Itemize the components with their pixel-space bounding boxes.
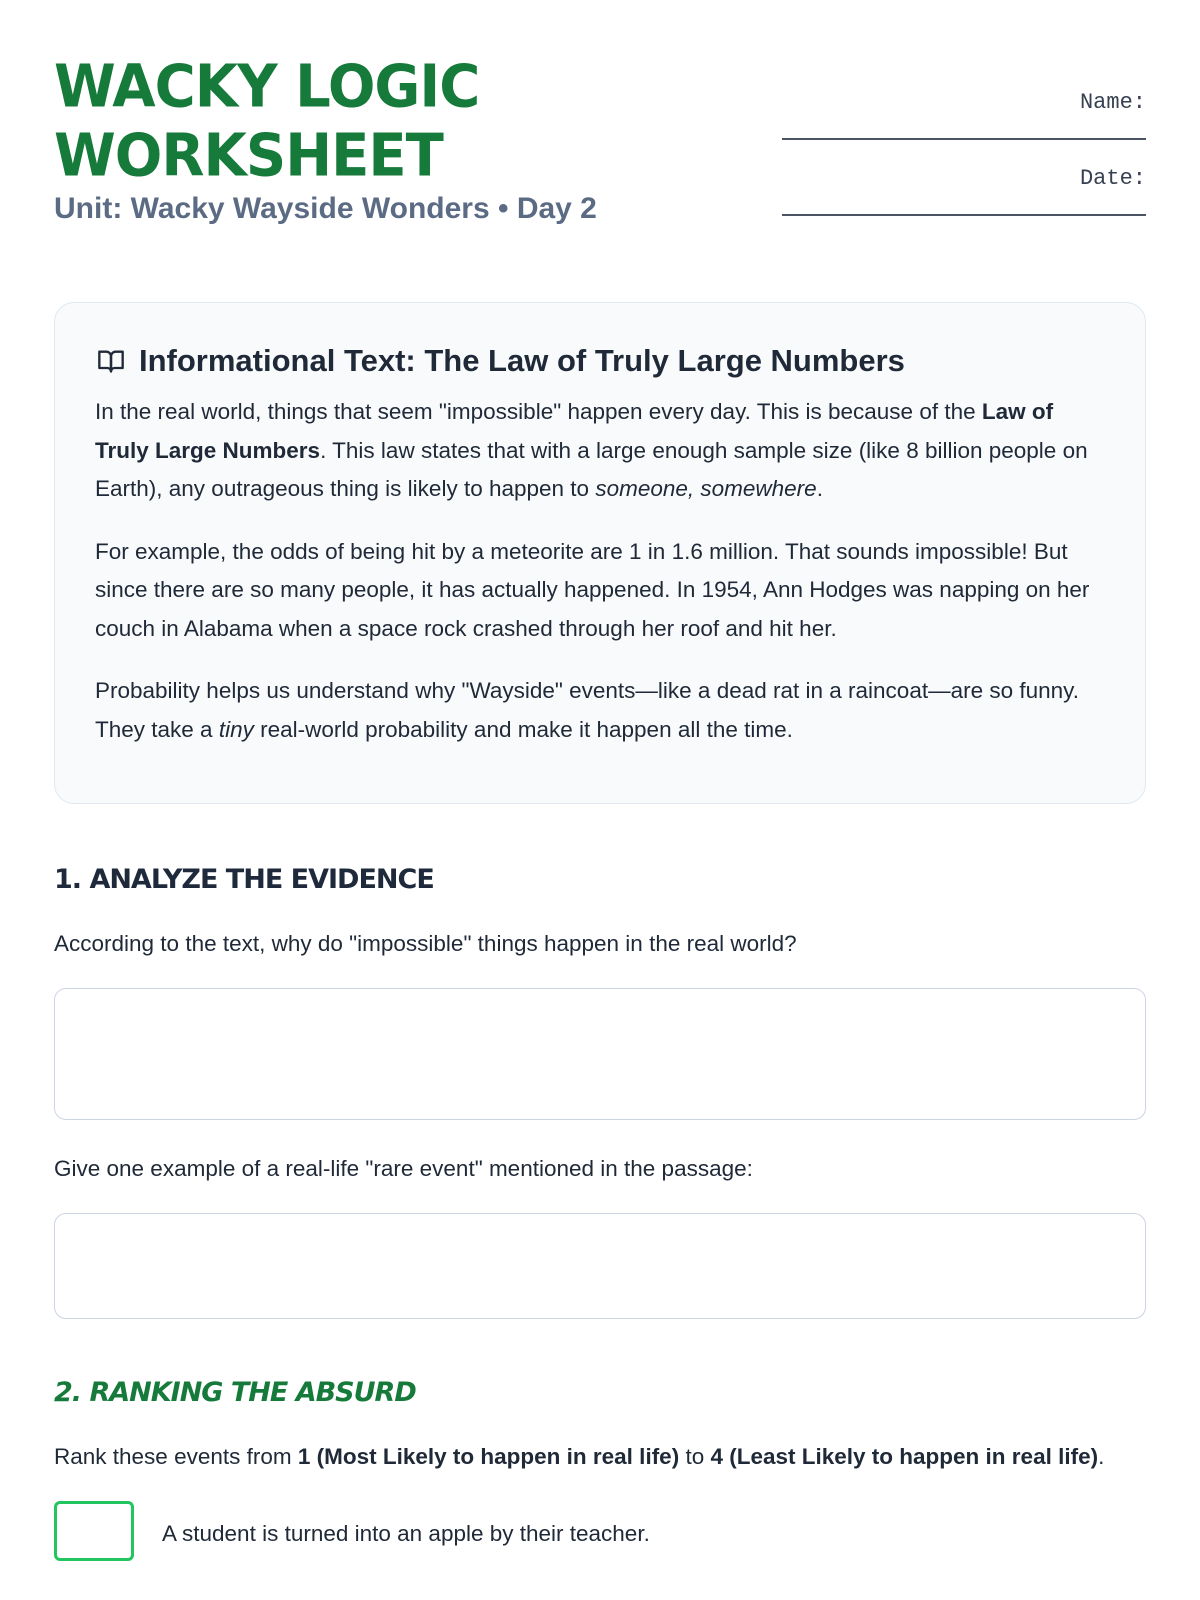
section-2-heading: 2. RANKING THE ABSURD — [54, 1377, 416, 1408]
question-2: Give one example of a real-life "rare event" mentioned in the passage: — [54, 1156, 753, 1181]
informational-text-box — [54, 302, 1146, 804]
header — [54, 52, 1146, 242]
text: . — [1098, 1444, 1105, 1469]
book-open-icon — [95, 347, 127, 375]
law-term: Law of Truly Large Numbers — [95, 399, 1054, 463]
worksheet-title — [54, 53, 597, 192]
name-label: Name: — [1079, 90, 1146, 115]
text: 1 (Most Likely to happen in real life) — [297, 1444, 680, 1469]
text: Rank these events from — [54, 1444, 298, 1469]
title-line-1: WACKY LOGIC — [54, 52, 480, 121]
name-field[interactable] — [782, 120, 1146, 140]
ranking-instructions — [54, 1440, 1146, 1473]
info-paragraph-1 — [95, 393, 1105, 509]
rank-item-text: A student is turned into an apple by their teacher. — [162, 1521, 650, 1546]
text: 4 (Least Likely to happen in real life) — [710, 1444, 1099, 1469]
text: to — [679, 1444, 711, 1469]
text: . This law states that with a large enough sample size (like 8 billion people on Earth), any outrageous thing is likely to happen to — [95, 437, 1088, 501]
student-fields — [782, 56, 1146, 242]
answer-box-2[interactable] — [54, 1213, 1146, 1319]
unit-subtitle: Unit: Wacky Wayside Wonders • Day 2 — [54, 192, 597, 225]
info-title: Informational Text: The Law of Truly Large Numbers — [139, 343, 905, 378]
text: . — [816, 476, 823, 501]
info-paragraph-3 — [95, 672, 1105, 749]
text: real-world probability and make it happen all the time. — [253, 716, 793, 742]
emphasis: tiny — [218, 716, 254, 742]
rank-input-box[interactable] — [54, 1501, 134, 1561]
date-field[interactable] — [782, 196, 1146, 216]
info-heading — [95, 343, 1105, 379]
date-label: Date: — [1079, 166, 1146, 191]
answer-box-1[interactable] — [54, 988, 1146, 1120]
info-paragraph-2: For example, the odds of being hit by a meteorite are 1 in 1.6 million. That sounds impossible! But since there are so many people, it has actually happened. In 1954, Ann Hodges was napping on her couch in Alabama when a space rock crashed through her roof and hit her. — [95, 538, 1090, 641]
title-line-2: WORKSHEET — [54, 122, 443, 191]
text: Probability helps us understand why "Wayside" events—like a dead rat in a raincoat—are so funny. They take a — [95, 678, 1079, 742]
emphasis: someone, somewhere — [595, 476, 817, 501]
rank-item — [54, 1501, 1146, 1561]
text: In the real world, things that seem "impossible" happen every day. This is because of the — [95, 399, 982, 424]
section-1-heading: 1. ANALYZE THE EVIDENCE — [54, 864, 434, 895]
question-1: According to the text, why do "impossible" things happen in the real world? — [54, 931, 797, 956]
